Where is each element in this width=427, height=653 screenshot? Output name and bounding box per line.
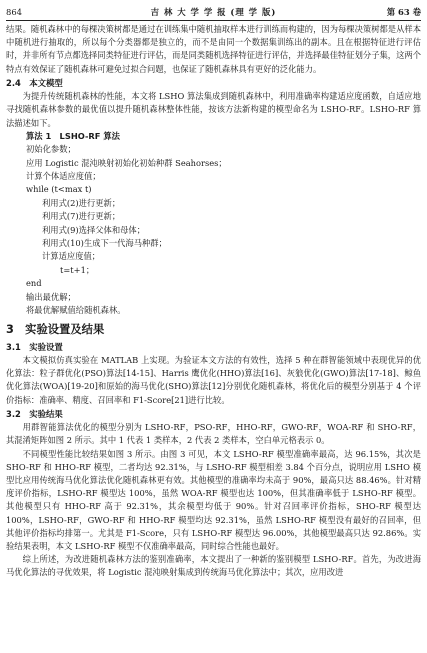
section-3-2-paragraph-3: 综上所述，为改进随机森林方法的鉴别准确率，本文提出了一种新的鉴别模型 LSHO-RF。首先，为改进海马优化算法的寻优效果，将 Logistic 混沌映射集成到传统海马优化算法中；其次，应用改进 [6,554,421,578]
intro-paragraph: 结果。随机森林中的每棵决策树都是通过在训练集中随机抽取样本进行训练而构建的，因为每棵决策树都是从样本中随机进行抽取的，所以每个分类器都是独立的，而不是由同一个数据集训练出的副本。且在根据特征进行评估时，并非所有节点都选择同类特征进行评估，而是同类随机选择特征进行评估，并选择最佳特征划分子集，这两个特点有效保证了随机森林可避免过拟合问题，也保证了随机森林具有更好的泛化能力。 [6,24,421,74]
algorithm-block [26,130,421,318]
algorithm-line: 利用式(7)进行更新； [42,211,121,222]
algorithm-line: 将最优解赋值给随机森林。 [26,305,126,316]
algorithm-line: 应用 Logistic 混沌映射初始化初始种群 Seahorses； [26,157,227,168]
section-3-heading: 3 实验设置及结果 [6,322,105,336]
section-3-1-heading: 3.1 实验设置 [6,341,63,352]
algorithm-line: 计算适应度值； [42,251,101,262]
algorithm-line: 利用式(9)选择父体和母体； [42,224,146,235]
journal-name: 吉 林 大 学 学 报 (理 学 版) [150,7,277,17]
algorithm-line: 输出最优解； [26,291,76,302]
algorithm-line: while (t<max t) [26,184,92,195]
algorithm-line: 利用式(2)进行更新； [42,197,121,208]
algorithm-title: 算法 1 LSHO-RF 算法 [26,130,120,141]
section-3-2-paragraph-1: 用群智能算法优化的模型分别为 LSHO-RF，PSO-RF，HHO-RF，GWO-RF，WOA-RF 和 SHO-RF，其混淆矩阵如图 2 所示。其中 1 代表 1 类样本，2 代表 2 类样本，空白单元格表示 0。 [6,422,421,446]
section-2-4-heading: 2.4 本文模型 [6,77,63,88]
algorithm-line: end [26,278,42,289]
page-number: 864 [6,7,22,17]
running-header [6,5,421,19]
section-3-2-paragraph-2: 不同模型性能比较结果如图 3 所示。由图 3 可见，本文 LSHO-RF 模型准确率最高，达 96.15%，其次是 SHO-RF 和 HHO-RF 模型，二者均达 92.31%，与 LSHO-RF 模型相差 3.84 个百分点，说明应用 LSHO 模型比应用传统海马优化算法优化随机森林更有效。其他模型的准确率均未高于 90%，最高只达 88.46%。针对精度评价指标，LSHO-RF 模型达 100%，虽然 WOA-RF 模型也达 100%，但其准确率低于 LSHO-RF 模型。其他模型只有 HHO-RF 高于 92.31%，其余模型均低于 90%。针对召回率评价指标，SHO-RF 模型达 100%，LSHO-RF，GWO-RF 和 HHO-RF 模型均达 92.31%，虽然 LSHO-RF 模型没有最好的召回率，但其他评价指标均排第一。尤其是 F1-Score，只有 LSHO-RF 模型达 96.00%，其他模型最高只达 92.86%。实验结果表明，本文 LSHO-RF 模型不仅准确率最高，同时综合性能也最好。 [6,448,421,551]
header-rule [6,20,421,21]
section-3-1-paragraph: 本文模拟仿真实验在 MATLAB 上实现。为验证本文方法的有效性，选择 5 种在群智能领域中表现优异的优化算法：粒子群优化(PSO)算法[14-15]、Harris 鹰优化(HHO)算法[16]、灰狼优化(GWO)算法[17-18]、鲸鱼优化算法(WOA)[19-20]和原始的海马优化(SHO)算法[12]分别优化随机森林，将优化后的模型分别基于 4 个评价指标：准确率、精度、召回率和 F1-Score[21]进行比较。 [6,354,421,405]
algorithm-line: 初始化参数； [26,144,76,155]
algorithm-line: 计算个体适应度值； [26,171,101,182]
body-text [6,23,421,580]
algorithm-line: t=t+1； [60,264,95,275]
algorithm-line: 利用式(10)生成下一代海马种群； [42,238,167,249]
volume-label: 第 63 卷 [386,7,421,17]
section-2-4-paragraph: 为提升传统随机森林的性能，本文将 LSHO 算法集成到随机森林中，利用准确率构建适应度函数，自适应地寻找随机森林参数的最优值以提升随机森林整体性能，按该方法新构建的模型命名为 LSHO-RF。LSHO-RF 算法描述如下。 [6,91,421,128]
section-3-2-heading: 3.2 实验结果 [6,408,63,419]
